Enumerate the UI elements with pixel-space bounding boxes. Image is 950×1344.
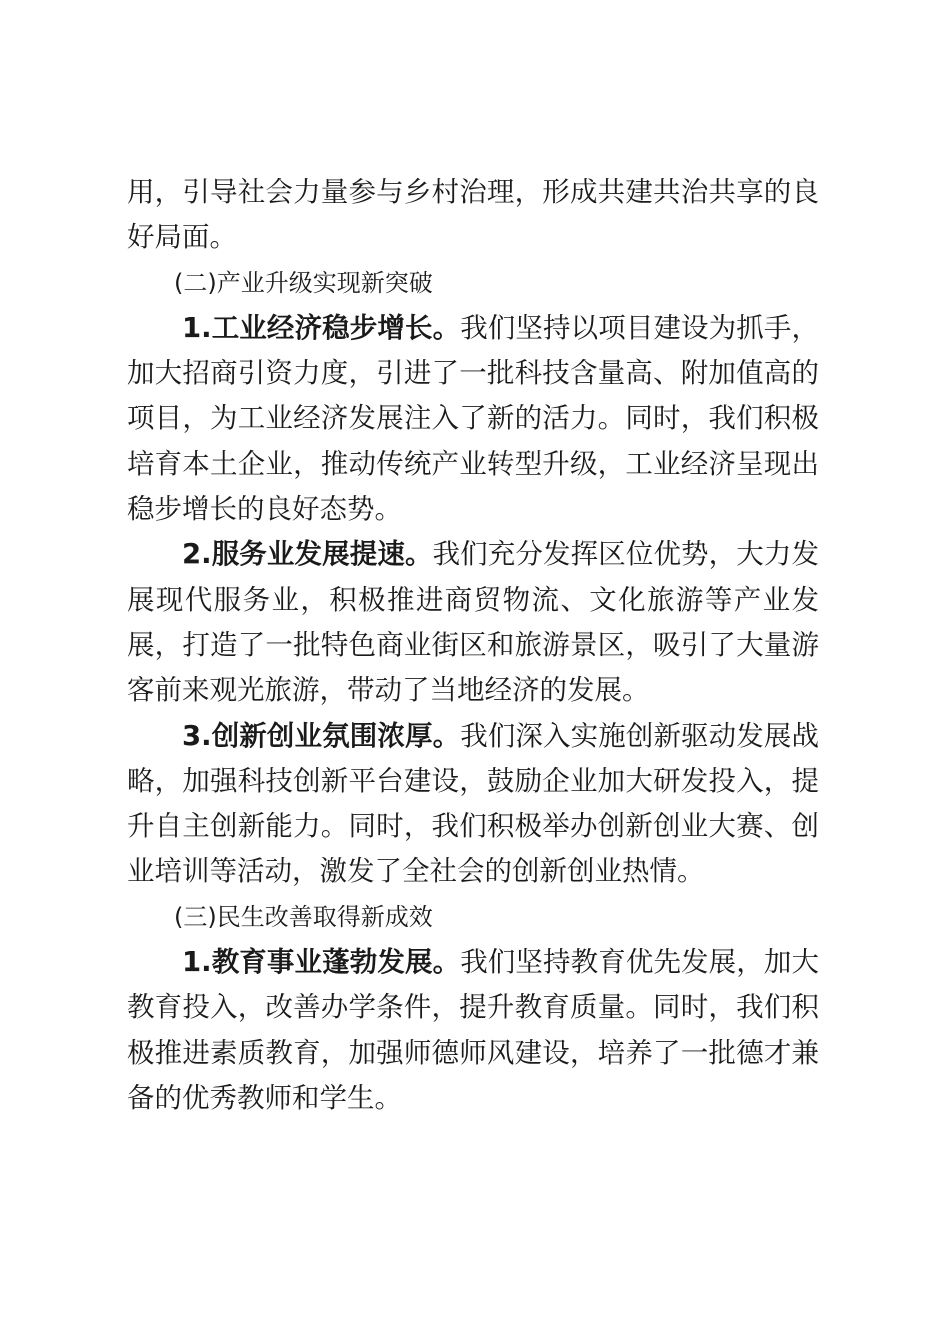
section-3-heading: (三)民生改善取得新成效 — [174, 902, 433, 931]
education-body: 我们坚持教育优先发展，加大教育投入，改善办学条件，提升教育质量。同时，我们积极推进素质教育，加强师德师风建设，培养了一批德才兼备的优秀教师和学生。 — [127, 946, 819, 1114]
education-lead: 1.教育事业蓬勃发展。 — [182, 946, 461, 979]
document-body — [127, 170, 819, 1121]
intro-continuation-paragraph: 用，引导社会力量参与乡村治理，形成共建共治共享的良好局面。 — [127, 176, 819, 254]
education-paragraph — [127, 940, 819, 1121]
industry-lead: 1.工业经济稳步增长。 — [182, 311, 461, 344]
industry-body: 我们坚持以项目建设为抓手，加大招商引资力度，引进了一批科技含量高、附加值高的项目，为工业经济发展注入了新的活力。同时，我们积极培育本土企业，推动传统产业转型升级，工业经济呈现出稳步增长的良好态势。 — [127, 311, 819, 526]
innovation-paragraph — [127, 714, 819, 895]
service-lead: 2.服务业发展提速。 — [182, 538, 433, 571]
section-2-heading: (二)产业升级实现新突破 — [174, 268, 433, 297]
innovation-lead: 3.创新创业氛围浓厚。 — [182, 719, 461, 752]
innovation-body: 我们深入实施创新驱动发展战略，加强科技创新平台建设，鼓励企业加大研发投入，提升自主创新能力。同时，我们积极举办创新创业大赛、创业培训等活动，激发了全社会的创新创业热情。 — [127, 719, 819, 888]
service-body: 我们充分发挥区位优势，大力发展现代服务业，积极推进商贸物流、文化旅游等产业发展，打造了一批特色商业街区和旅游景区，吸引了大量游客前来观光旅游，带动了当地经济的发展。 — [127, 538, 819, 707]
service-paragraph — [127, 532, 819, 713]
industry-paragraph — [127, 306, 819, 532]
